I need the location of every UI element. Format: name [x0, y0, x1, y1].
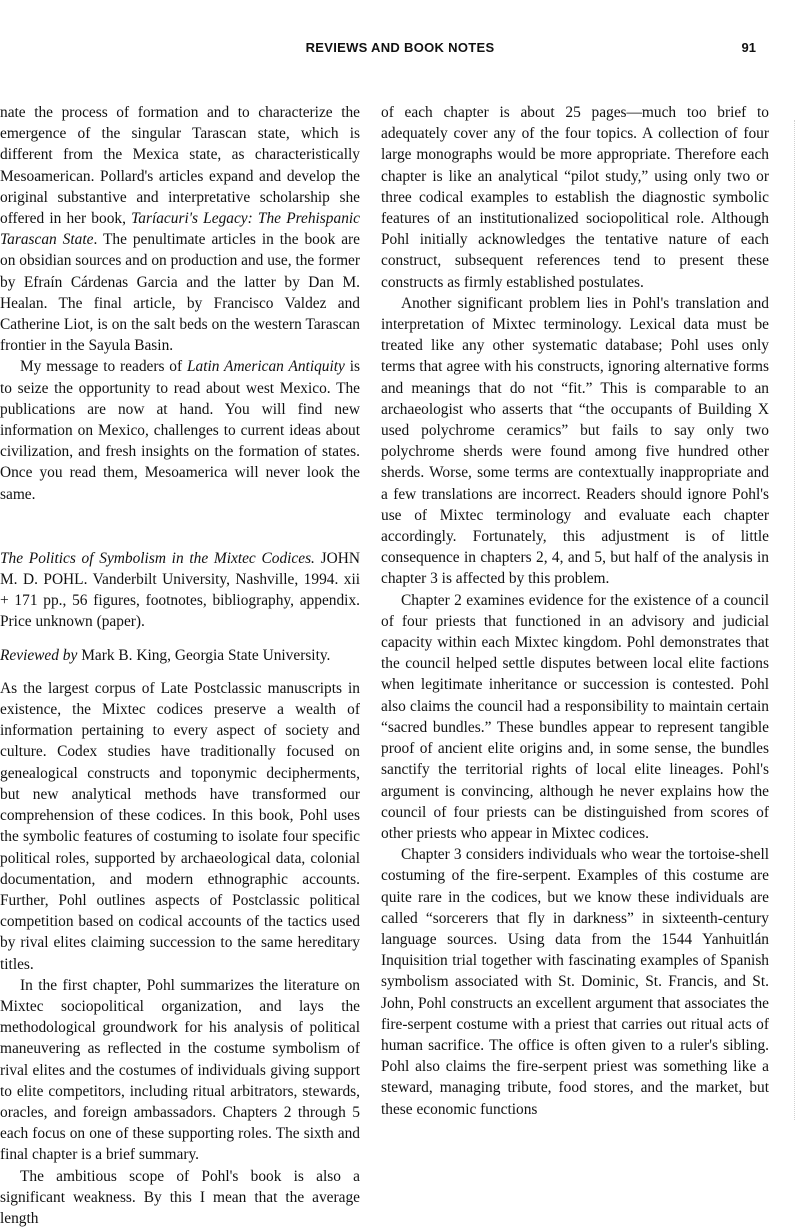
journal-name: Latin American Antiquity [186, 358, 345, 376]
left-column [0, 102, 360, 1229]
page-edge-rule [794, 120, 796, 1120]
reviewer-line [0, 645, 360, 666]
running-title: REVIEWS AND BOOK NOTES [305, 40, 495, 55]
book-citation [0, 548, 360, 633]
review-paragraph: Chapter 2 examines evidence for the existence of a council of four priests that functioned in an advisory and judicial capacity within each Mixtec kingdom. Pohl demonstrates that the council helped settle disputes between local elite factions when legitimate inheritance or succession is contested. Pohl also claims the council had a responsibility to maintain certain “sacred bundles.” These bundles appear to represent tangible proof of ancient elite origins and, in some sense, the bundles sanctify the territorial rights of local elite lineages. Pohl's argument is convincing, although he never explains how the council of four priests can be distinguished from scores of other priests who appear in Mixtec codices. [381, 591, 769, 842]
reviewed-by-label: Reviewed by [0, 646, 78, 664]
review-paragraph: The ambitious scope of Pohl's book is also a significant weakness. By this I mean that the average length [0, 1167, 360, 1227]
cited-book-title: Taríacuri's Legacy: The Prehispanic Tarascan State [0, 210, 360, 249]
review-paragraph: As the largest corpus of Late Postclassic manuscripts in existence, the Mixtec codices preserve a wealth of information pertaining to every aspect of society and culture. Codex studies have traditionally focused on genealogical constructs and toponymic decipherments, but new analytical methods have transformed our comprehension of these codices. In this book, Pohl uses the symbolic features of costuming to isolate four specific political roles, supported by archaeological data, colonial documentation, and modern ethnographic accounts. Further, Pohl outlines aspects of Postclassic political competition based on codical accounts of the tactics used by rival elites claiming succession to the same hereditary titles. [0, 679, 360, 973]
running-head [0, 40, 800, 62]
book-details: JOHN M. D. POHL. Vanderbilt University, Nashville, 1994. xii + 171 pp., 56 figures, footnotes, bibliography, appendix. Price unknown (paper). [0, 549, 360, 631]
book-title: The Politics of Symbolism in the Mixtec Codices. [0, 549, 315, 567]
continuation-paragraph: nate the process of formation and to characterize the emergence of the singular Tarascan state, which is different from the Mexica state, as characteristically Mesoamerican. Pollard's articles expand and develop the original substantive and interpretative scholarship she offered in her book, Taríacuri's Legacy: The Prehispanic Tarascan State. The penultimate articles in the book are on obsidian sources and on production and use, the former by Efraín Cárdenas Garcia and the latter by Dan M. Healan. The final article, by Francisco Valdez and Catherine Liot, is on the salt beds on the western Tarascan frontier in the Sayula Basin. [0, 104, 361, 355]
page-number: 91 [741, 40, 756, 55]
reviewer-name: Mark B. King, Georgia State University. [81, 646, 331, 664]
message-paragraph: My message to readers of Latin American Antiquity is to seize the opportunity to read about west Mexico. The publications are now at hand. You will find new information on Mexico, challenges to current ideas about civilization, and fresh insights on the formation of states. Once you read them, Mesoamerica will never look the same. [0, 358, 360, 503]
review-paragraph: In the first chapter, Pohl summarizes the literature on Mixtec sociopolitical organization, and lays the methodological groundwork for his analysis of political maneuvering as reflected in the costume symbolism of rival elites and the costumes of individuals giving support to elite competitors, including ritual arbitrators, stewards, oracles, and foreign ambassadors. Chapters 2 through 5 each focus on one of these supporting roles. The sixth and final chapter is a brief summary. [0, 976, 360, 1164]
review-paragraph: Another significant problem lies in Pohl's translation and interpretation of Mixtec terminology. Lexical data must be treated like any other systematic database; Pohl uses only terms that agree with his constructs, ignoring alternative forms and meanings that do not “fit.” This is comparable to an archaeologist who asserts that “the occupants of Building X used polychrome ceramics” but fails to say only two polychrome sherds were found among five hundred other sherds. Worse, some terms are contextually inappropriate and a few translations are incorrect. Readers should ignore Pohl's use of Mixtec terminology and evaluate each chapter accordingly. Fortunately, this adjustment is of little consequence in chapters 2, 4, and 5, but half of the analysis in chapter 3 is affected by this problem. [381, 294, 769, 588]
right-column [381, 102, 769, 1120]
review-paragraph: of each chapter is about 25 pages—much too brief to adequately cover any of the four topics. A collection of four large monographs would be more appropriate. Therefore each chapter is like an analytical “pilot study,” using only two or three codical examples to establish the diagnostic symbolic features of an institutionalized sociopolitical role. Although Pohl initially acknowledges the tentative nature of each construct, subsequent references tend to present these constructs as firmly established postulates. [381, 104, 769, 291]
review-paragraph: Chapter 3 considers individuals who wear the tortoise-shell costuming of the fire-serpent. Examples of this costume are quite rare in the codices, but we know these individuals are called “sorcerers that fly in darkness” in sixteenth-century language sources. Using data from the 1544 Yanhuitlán Inquisition trial together with fascinating examples of Spanish symbolism associated with St. Dominic, St. Francis, and St. John, Pohl constructs an excellent argument that associates the fire-serpent costume with a priest that carries out ritual acts of human sacrifice. The office is often given to a ruler's sibling. Pohl also claims the fire-serpent priest was something like a steward, managing tribute, food stores, and the market, but these economic functions [381, 846, 769, 1118]
